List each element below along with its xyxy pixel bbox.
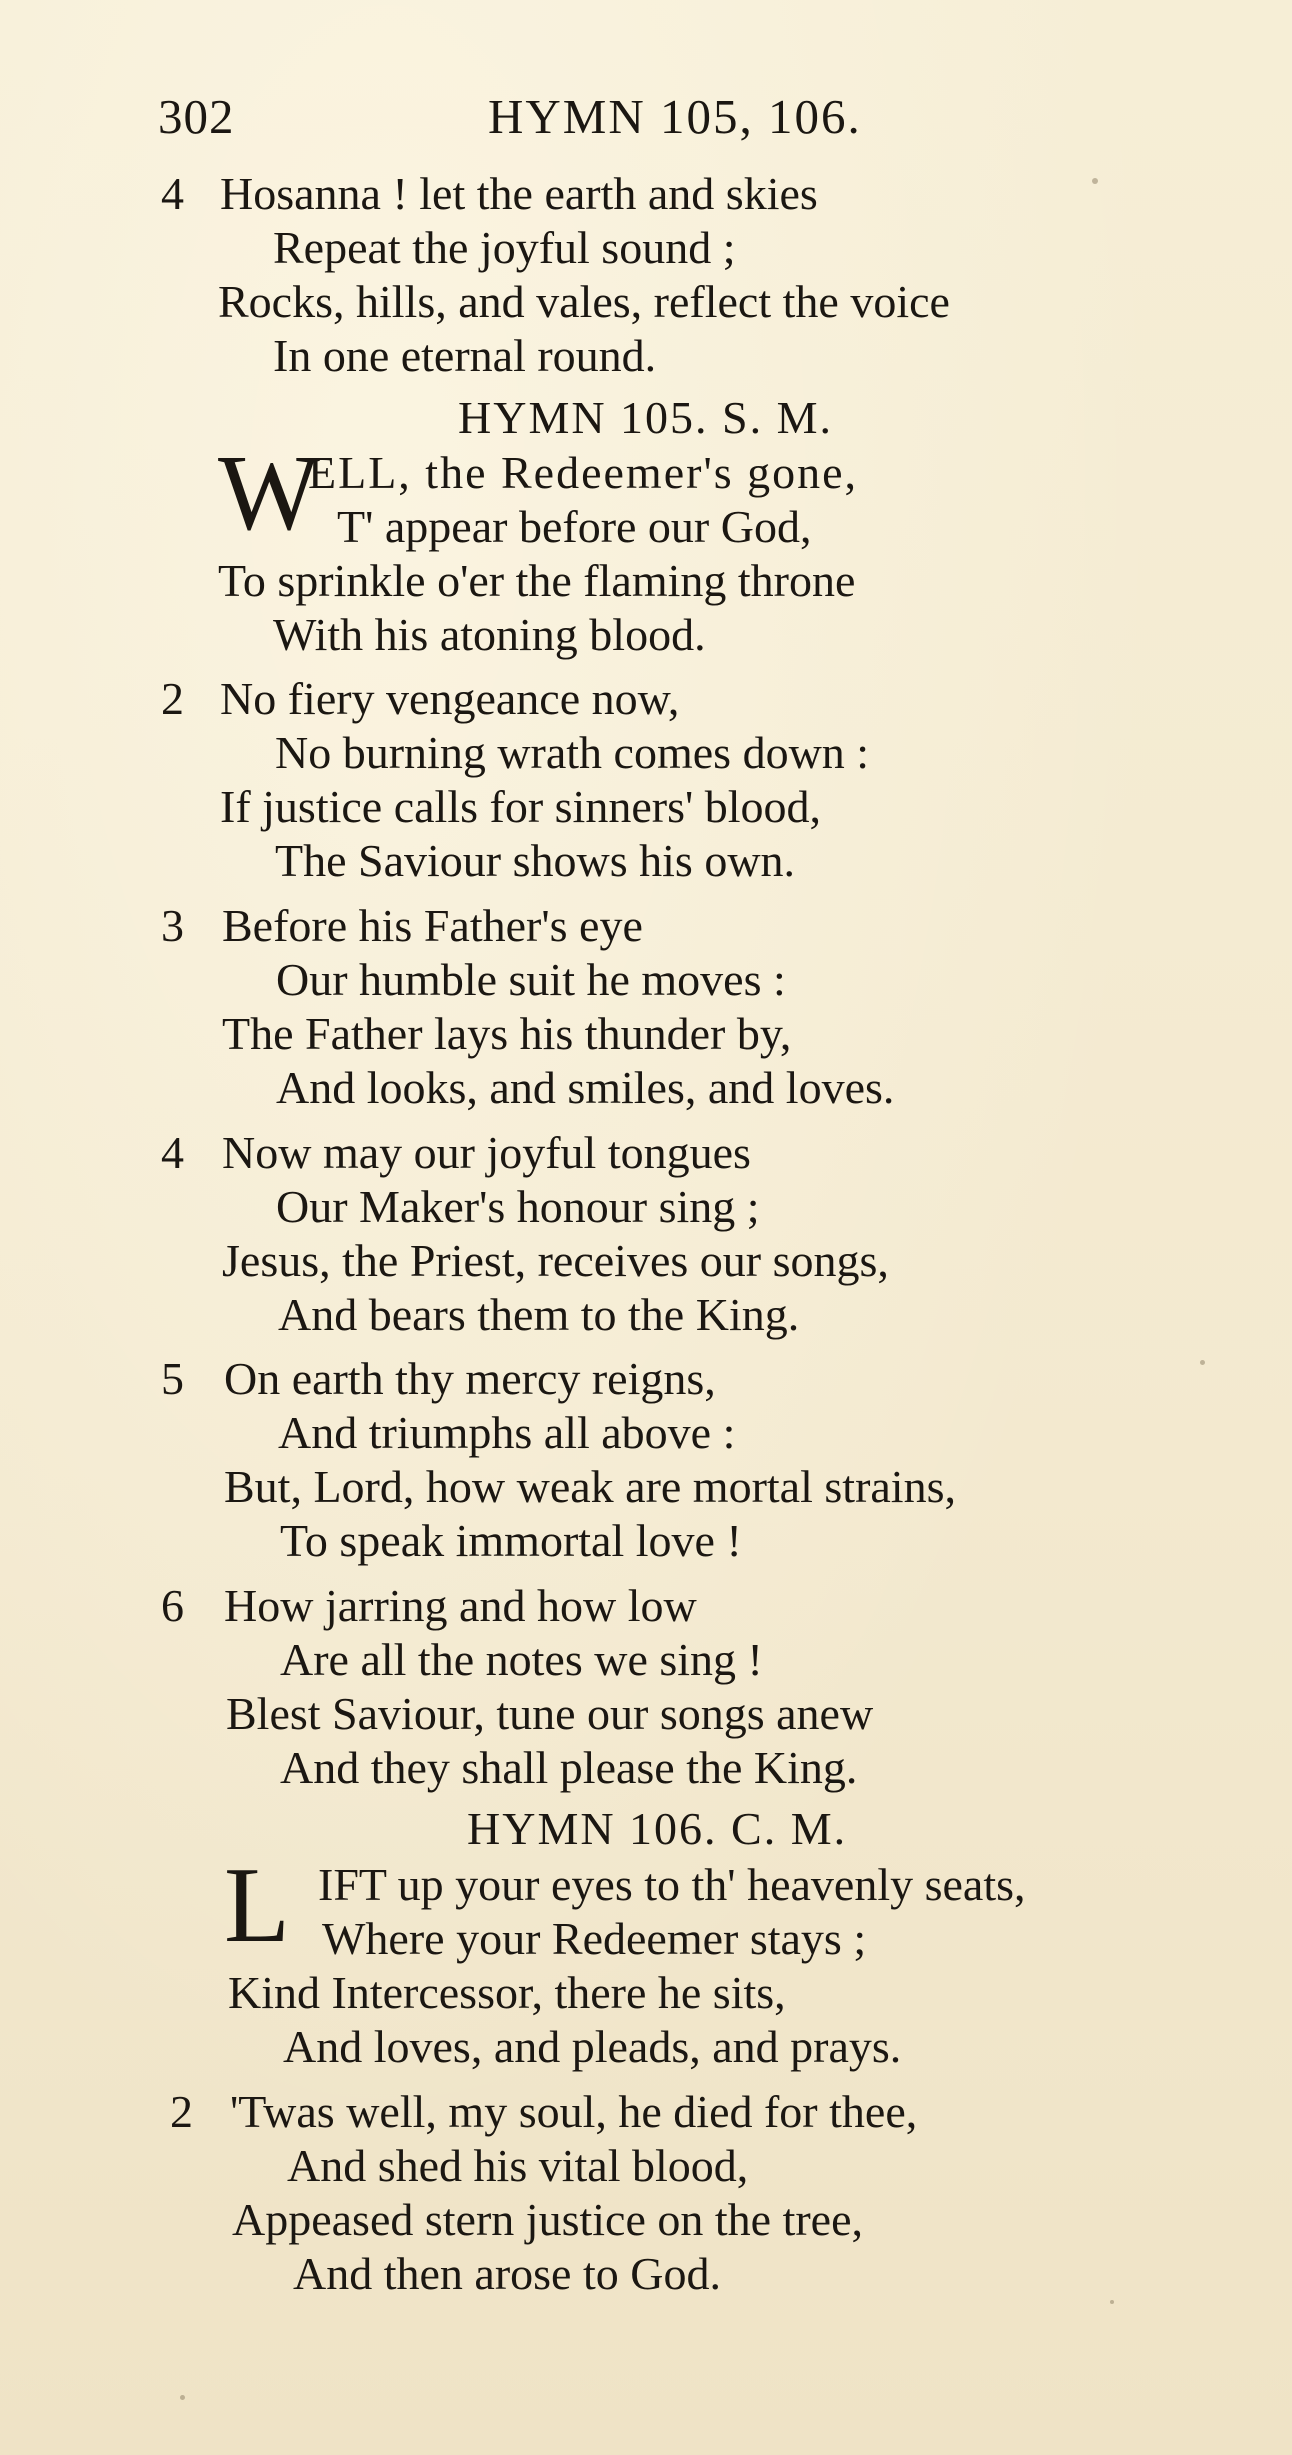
- hymn-105-verse-line: Our Maker's honour sing ;: [276, 1181, 760, 1232]
- hymn-105-verse-line: Are all the notes we sing !: [280, 1634, 763, 1685]
- hymn-105-verse-number: 4: [161, 1127, 184, 1178]
- hymn-105-verse1-line: To sprinkle o'er the flaming throne: [218, 555, 856, 606]
- hymn-106-verse-line: 'Twas well, my soul, he died for thee,: [230, 2086, 918, 2137]
- hymn-106-verse-line: And then arose to God.: [293, 2248, 721, 2299]
- hymn-106-first-line: IFT up your eyes to th' heavenly seats,: [318, 1859, 1026, 1910]
- hymn-106-title: HYMN 106. C. M.: [467, 1803, 848, 1854]
- hymn-106-verse1-line: Kind Intercessor, there he sits,: [228, 1967, 786, 2018]
- hymn-105-verse-line: Jesus, the Priest, receives our songs,: [222, 1235, 889, 1286]
- hymn-105-verse-line: And looks, and smiles, and loves.: [276, 1062, 895, 1113]
- hymn-105-verse-number: 3: [161, 900, 184, 951]
- hymn-105-verse-line: If justice calls for sinners' blood,: [220, 781, 822, 832]
- hymn-105-verse-line: But, Lord, how weak are mortal strains,: [224, 1461, 956, 1512]
- hymn-105-verse-line: To speak immortal love !: [280, 1515, 742, 1566]
- hymn-105-verse-line: On earth thy mercy reigns,: [224, 1353, 716, 1404]
- page-header: [158, 88, 918, 148]
- hymn-106-verse1-line: Where your Redeemer stays ;: [322, 1913, 867, 1964]
- hymn-105-verse-line: Before his Father's eye: [222, 900, 643, 951]
- page-number: 302: [158, 89, 235, 144]
- hymn-105-verse-number: 2: [161, 673, 184, 724]
- hymn-105-first-line: ELL, the Redeemer's gone,: [308, 447, 859, 498]
- hymn-105-verse-line: Blest Saviour, tune our songs anew: [226, 1688, 874, 1739]
- hymn-105-verse-number: 6: [161, 1580, 184, 1631]
- hymn-105-verse-line: And they shall please the King.: [280, 1742, 858, 1793]
- hymn-105-verse-line: The Father lays his thunder by,: [222, 1008, 792, 1059]
- prev-verse-line: Hosanna ! let the earth and skies: [220, 168, 818, 219]
- hymn-106-verse-line: And shed his vital blood,: [287, 2140, 749, 2191]
- prev-verse-line: Repeat the joyful sound ;: [273, 222, 736, 273]
- hymn-105-verse-line: And bears them to the King.: [278, 1289, 800, 1340]
- hymn-106-verse-line: Appeased stern justice on the tree,: [232, 2194, 863, 2245]
- paper-speck: [1092, 178, 1098, 184]
- hymn-106-verse-number: 2: [170, 2086, 193, 2137]
- hymn-105-verse-number: 5: [161, 1353, 184, 1404]
- hymn-105-verse-line: Our humble suit he moves :: [276, 954, 786, 1005]
- hymn-105-verse1-line: With his atoning blood.: [273, 609, 706, 660]
- paper-speck: [180, 2395, 185, 2400]
- hymn-105-verse-line: And triumphs all above :: [278, 1407, 736, 1458]
- paper-speck: [1200, 1360, 1205, 1365]
- hymn-105-verse1-line: T' appear before our God,: [337, 501, 812, 552]
- hymn-105-verse-line: No fiery vengeance now,: [220, 673, 680, 724]
- hymn-106-dropcap: L: [224, 1846, 290, 1965]
- paper-speck: [1110, 2300, 1114, 2304]
- running-title: HYMN 105, 106.: [488, 89, 862, 144]
- hymn-105-verse-line: The Saviour shows his own.: [275, 835, 796, 886]
- hymn-105-title: HYMN 105. S. M.: [458, 392, 834, 443]
- hymn-105-dropcap: W: [218, 434, 320, 553]
- hymn-105-verse-line: How jarring and how low: [224, 1580, 697, 1631]
- hymn-105-verse-line: No burning wrath comes down :: [275, 727, 870, 778]
- hymn-106-verse1-line: And loves, and pleads, and prays.: [283, 2021, 902, 2072]
- prev-verse-line: Rocks, hills, and vales, reflect the voice: [218, 276, 950, 327]
- prev-verse-number: 4: [161, 168, 184, 219]
- prev-verse-line: In one eternal round.: [273, 330, 657, 381]
- hymn-105-verse-line: Now may our joyful tongues: [222, 1127, 751, 1178]
